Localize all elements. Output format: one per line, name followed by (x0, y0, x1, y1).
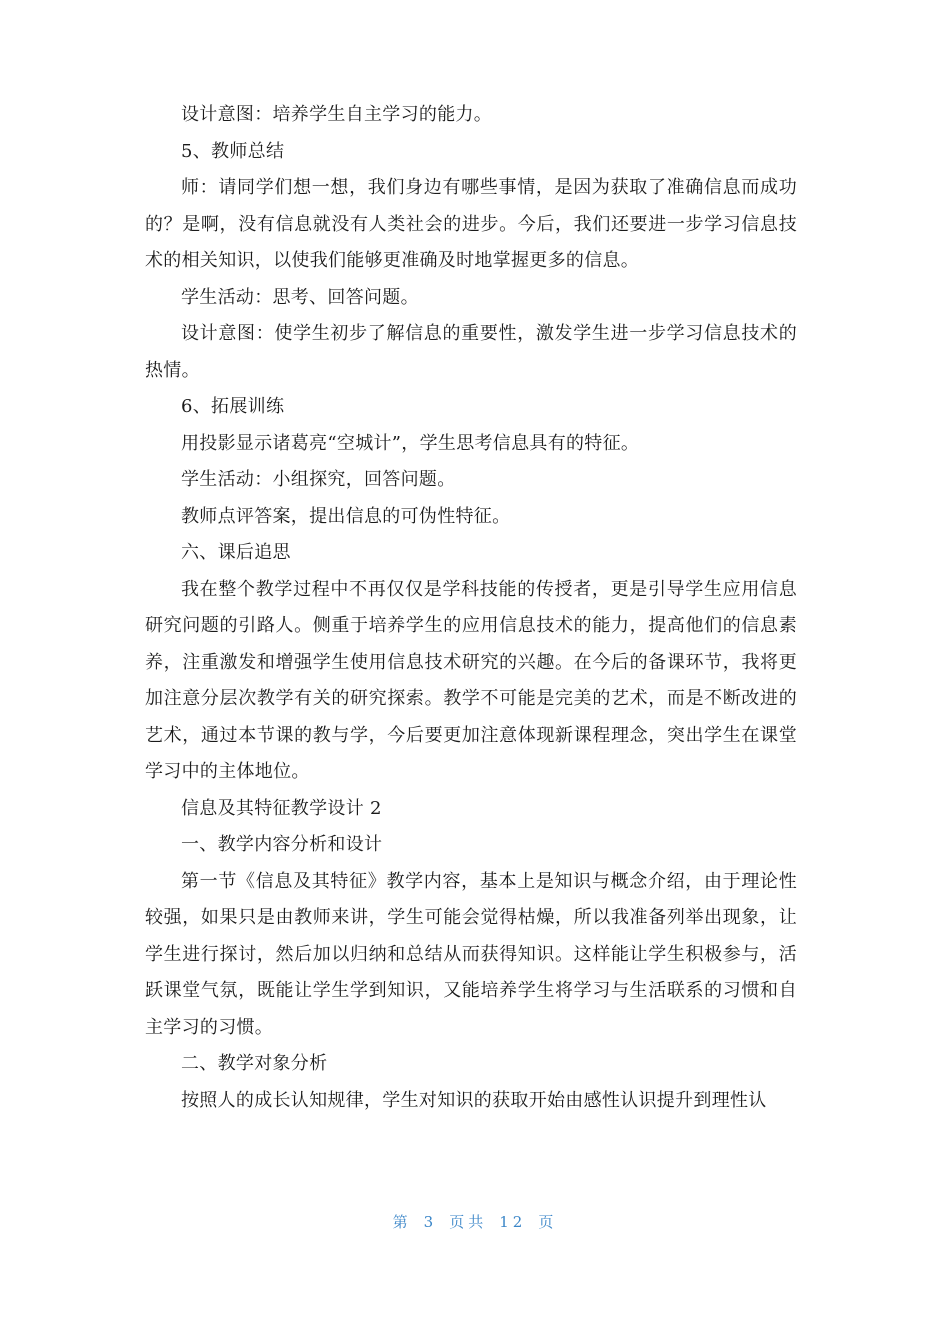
section-heading: 二、教学对象分析 (181, 1053, 328, 1074)
paragraph: 设计意图：使学生初步了解信息的重要性，激发学生进一步学习信息技术的热情。 (145, 323, 797, 381)
document-body (145, 97, 797, 1119)
footer-suffix: 页 (538, 1213, 558, 1231)
paragraph: 按照人的成长认知规律，学生对知识的获取开始由感性认识提升到理性认 (181, 1089, 767, 1111)
section-heading: 6、拓展训练 (181, 396, 285, 417)
section-heading: 六、课后追思 (181, 542, 291, 563)
section-heading: 5、教师总结 (181, 140, 285, 162)
section-heading: 一、教学内容分析和设计 (181, 834, 383, 855)
paragraph: 第一节《信息及其特征》教学内容，基本上是知识与概念介绍，由于理论性较强，如果只是由教师来讲，学生可能会觉得枯燥，所以我准备列举出现象，让学生进行探讨，然后加以归纳和总结从而获得知识。这样能让学生积极参与，活跃课堂气氛，既能让学生学到知识，又能培养学生将学习与生活联系的习惯和自主学习的习惯。 (145, 870, 797, 1038)
paragraph: 学生活动：思考、回答问题。 (181, 286, 419, 308)
paragraph: 师：请同学们想一想，我们身边有哪些事情，是因为获取了准确信息而成功的？是啊，没有信息就没有人类社会的进步。今后，我们还要进一步学习信息技术的相关知识，以使我们能够更准确及时地掌握更多的信息。 (145, 177, 797, 271)
footer-prefix: 第 (392, 1213, 412, 1231)
paragraph: 我在整个教学过程中不再仅仅是学科技能的传授者，更是引导学生应用信息研究问题的引路人。侧重于培养学生的应用信息技术的能力，提高他们的信息素养，注重激发和增强学生使用信息技术研究的兴趣。在今后的备课环节，我将更加注意分层次教学有关的研究探索。教学不可能是完美的艺术，而是不断改进的艺术，通过本节课的教与学，今后要更加注意体现新课程理念，突出学生在课堂学习中的主体地位。 (145, 578, 797, 782)
paragraph: 教师点评答案，提出信息的可伪性特征。 (181, 505, 511, 527)
document-subtitle: 信息及其特征教学设计 2 (181, 797, 382, 819)
paragraph: 设计意图：培养学生自主学习的能力。 (181, 104, 493, 125)
page-footer (0, 1211, 950, 1232)
footer-middle: 页共 (449, 1213, 488, 1231)
footer-current-page: 3 (423, 1213, 438, 1231)
footer-total-pages: 12 (499, 1213, 527, 1231)
paragraph: 学生活动：小组探究，回答问题。 (181, 469, 456, 490)
paragraph: 用投影显示诸葛亮“空城计”，学生思考信息具有的特征。 (181, 432, 640, 454)
